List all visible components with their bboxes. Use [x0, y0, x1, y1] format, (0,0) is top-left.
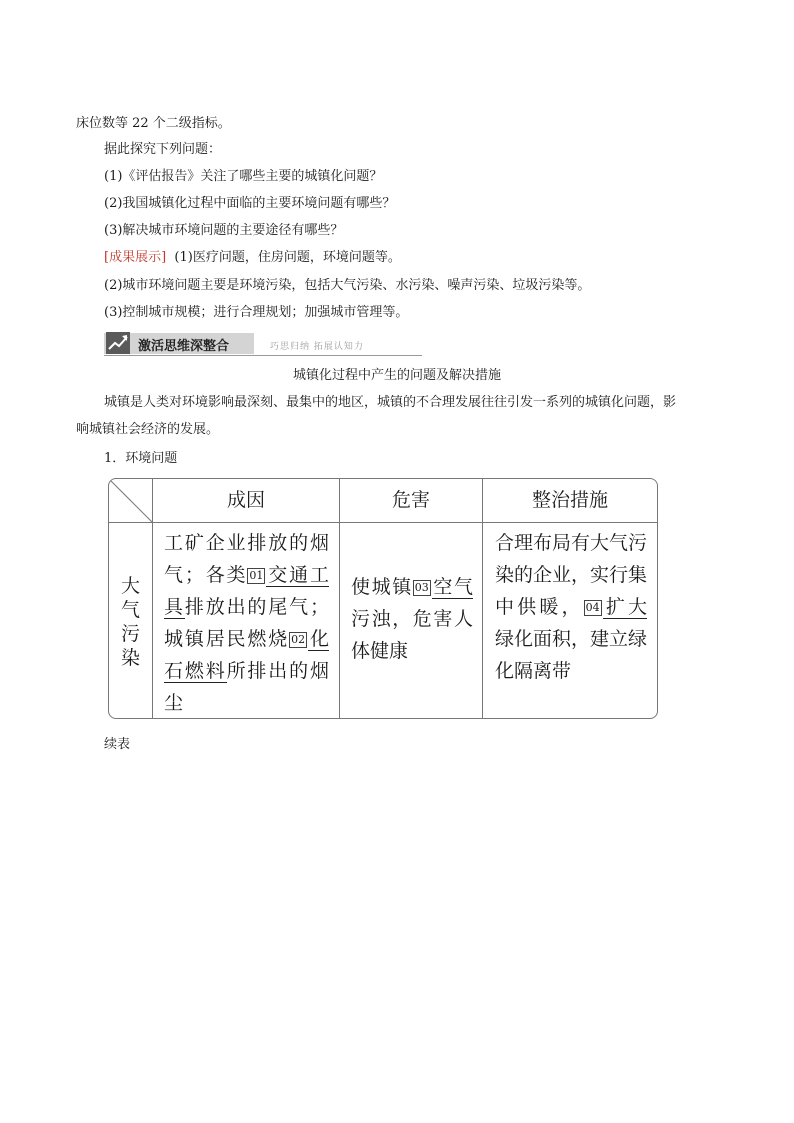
result-tag: [成果展示] [104, 250, 167, 265]
cell-text: 污浊，危害人体健康 [351, 608, 473, 662]
blank-number: 03 [414, 581, 429, 594]
blank-number: 02 [291, 633, 306, 646]
answer-1-text: (1)医疗问题，住房问题，环境问题等。 [174, 250, 401, 265]
header-divider [109, 522, 657, 523]
diagonal-header-cell [109, 479, 152, 522]
cell-text: 排放出的尾气；城镇居民燃烧 [164, 596, 329, 650]
paragraph-line: 响城镇社会经济的发展。 [76, 422, 220, 437]
cell-text: 所排出的烟尘 [164, 660, 329, 714]
question-3: (3)解决城市环境问题的主要途径有哪些？ [104, 223, 344, 238]
banner-underline [104, 355, 422, 356]
cell-cause [164, 527, 329, 719]
blank-number: 04 [585, 601, 600, 614]
text-line: 床位数等 22 个二级指标。 [76, 116, 231, 131]
cell-harm [351, 571, 473, 667]
row-label-char: 气 [120, 598, 140, 621]
question-1: (1)《评估报告》关注了哪些主要的城镇化问题？ [104, 169, 383, 184]
cell-text: 使城镇 [351, 576, 413, 598]
header-cause: 成因 [226, 489, 265, 511]
section-heading: 城镇化过程中产生的问题及解决措施 [292, 368, 501, 383]
row-label-char: 染 [120, 646, 140, 669]
row-label-air-pollution [109, 523, 152, 719]
cell-measures [495, 527, 647, 687]
answer-blank: 化石燃料 [164, 628, 329, 682]
answer-1 [104, 249, 401, 267]
trend-chart-icon [106, 332, 130, 354]
paragraph-line: 城镇是人类对环境影响最深刻、最集中的地区，城镇的不合理发展往往引发一系列的城镇化问题，影 [104, 395, 677, 410]
section-banner [104, 330, 422, 358]
banner-subtitle: 巧思归纳 拓展认知力 [270, 342, 364, 352]
text-line: 据此探究下列问题： [104, 142, 222, 157]
answer-blank: 交通工具 [164, 564, 329, 618]
answer-blank: 空气 [431, 576, 473, 598]
cell-text: 绿化面积，建立绿化隔离带 [495, 628, 648, 682]
answer-blank: 扩大 [602, 596, 647, 618]
subsection-title: 1．环境问题 [104, 451, 178, 466]
environment-problems-table [108, 478, 658, 719]
cell-text: 工矿企业排放的烟气；各类 [164, 532, 329, 586]
question-2: (2)我国城镇化过程中面临的主要环境问题有哪些？ [104, 196, 396, 211]
answer-2: (2)城市环境问题主要是环境污染，包括大气污染、水污染、噪声污染、垃圾污染等。 [104, 278, 591, 293]
blank-number: 01 [249, 569, 264, 582]
header-harm: 危害 [391, 489, 430, 511]
row-label-char: 大 [120, 574, 140, 597]
continued-label: 续表 [104, 737, 131, 752]
answer-3: (3)控制城市规模；进行合理规划；加强城市管理等。 [104, 305, 409, 320]
row-label-char: 污 [120, 622, 140, 645]
banner-title: 激活思维深整合 [138, 339, 230, 354]
cell-text: 合理布局有大气污染的企业，实行集中供暖， [495, 532, 648, 618]
header-measures: 整治措施 [531, 489, 608, 511]
